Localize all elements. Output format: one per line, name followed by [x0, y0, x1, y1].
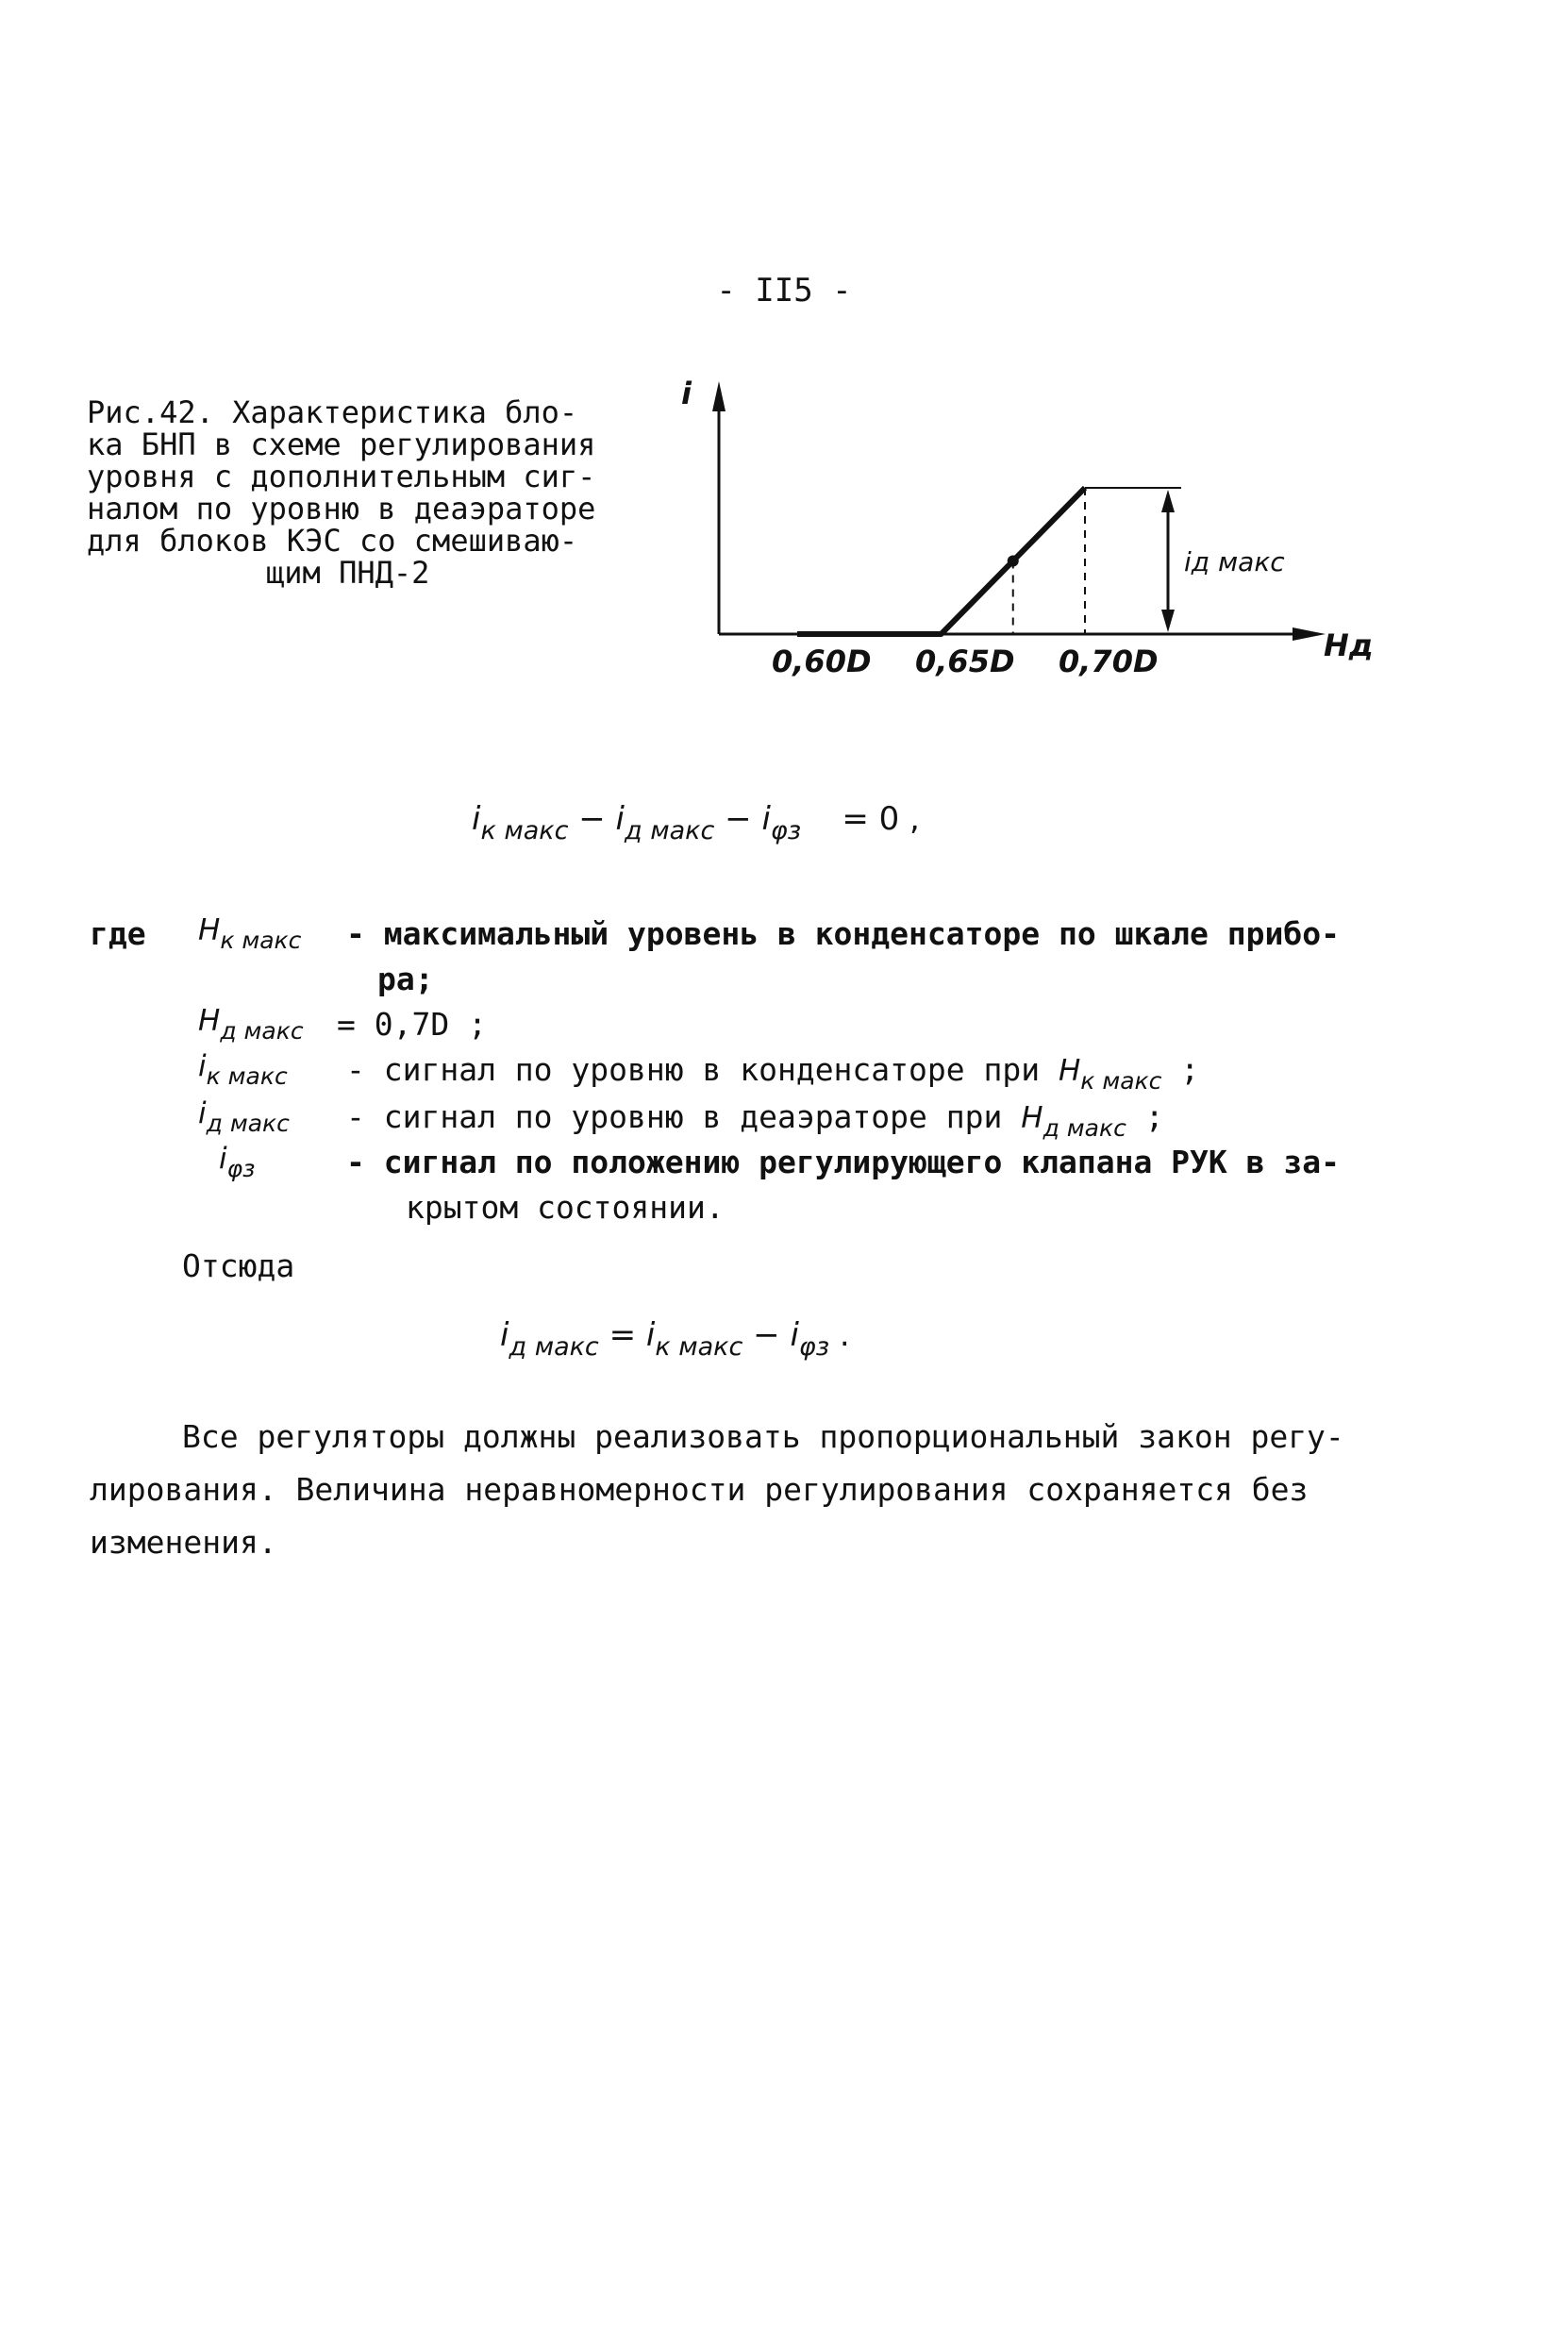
definition-ref-symbol: $H_{д макс}$ [1021, 1101, 1126, 1142]
definition-text: = 0,7D ; [337, 1006, 487, 1043]
definition-text-cont: крытом состоянии. [406, 1189, 725, 1226]
caption-line: налом по уровню в деаэраторе [87, 491, 596, 527]
definition-symbol: $i_{\varphi з}$ [219, 1142, 256, 1182]
definitions-intro: где [90, 915, 146, 952]
range-arrow-head [1161, 490, 1175, 512]
tick-label: 0,70D [1059, 644, 1159, 679]
definition-ref-symbol: $H_{к макс}$ [1058, 1054, 1162, 1095]
page-number: - II5 - [716, 272, 852, 309]
caption-line: ка БНП в схеме регулирования [87, 426, 596, 462]
eq-subscript: д макс [625, 816, 715, 845]
definition-text: - сигнал по уровню в конденсаторе при $H_{к макс}$ ; [346, 1051, 1200, 1095]
definition-text: - сигнал по уровню в деаэраторе при $H_{д макс}$ ; [346, 1098, 1164, 1142]
tick-label: 0,60D [772, 644, 872, 679]
definition-text: - максимальный уровень в конденсаторе по шкале прибо- [346, 915, 1340, 952]
x-axis-arrow [1293, 627, 1326, 641]
caption-line: Рис.42. Характеристика бло- [87, 394, 578, 430]
eq-subscript: φз [798, 1332, 830, 1362]
caption-line: уровня с дополнительным сиг- [87, 459, 596, 494]
eq-operator: − [753, 1316, 780, 1354]
definition-text-cont: ра; [377, 961, 434, 997]
equation-balance [472, 800, 920, 845]
eq-term: i [790, 1316, 799, 1354]
eq-subscript: к макс [480, 816, 569, 845]
eq-term: i [500, 1316, 509, 1354]
definition-symbol: $H_{д макс}$ [198, 1004, 304, 1045]
eq-term: i [615, 800, 625, 838]
caption-line: для блоков КЭС со смешиваю- [87, 523, 578, 559]
definition-text: - сигнал по положению регулирующего клапана РУК в за- [346, 1144, 1340, 1180]
paragraph-line: изменения. [90, 1524, 277, 1561]
paragraph-line: Все регуляторы должны реализовать пропорциональный закон регу- [182, 1418, 1344, 1455]
eq-term: i [645, 1316, 656, 1354]
eq-subscript: д макс [509, 1332, 599, 1362]
characteristic-chart [0, 0, 1568, 755]
tick-label: 0,65D [915, 644, 1015, 679]
y-axis-label: i [681, 376, 692, 411]
equation-result [500, 1316, 850, 1362]
x-axis-label: Hд [1324, 627, 1374, 663]
eq-operator: − [725, 800, 752, 838]
eq-term: i [472, 800, 481, 838]
paragraph-line: лирования. Величина неравномерности регулирования сохраняется без [90, 1471, 1309, 1508]
y-axis-arrow [712, 381, 726, 411]
eq-tail: . [839, 1316, 850, 1354]
definition-symbol: $i_{д макс}$ [198, 1096, 290, 1137]
caption-line: щим ПНД-2 [266, 555, 430, 591]
range-arrow-head [1161, 610, 1175, 632]
eq-operator: = [609, 1316, 637, 1354]
hence-label: Отсюда [182, 1247, 295, 1284]
characteristic-line [797, 488, 1085, 634]
eq-subscript: φз [770, 816, 802, 845]
eq-term: i [761, 800, 771, 838]
eq-operator: − [578, 800, 606, 838]
range-label: iд макс [1184, 546, 1285, 577]
body-paragraph [90, 1411, 1344, 1569]
eq-subscript: к макс [655, 1332, 743, 1362]
definition-symbol: $H_{к макс}$ [198, 913, 302, 954]
definition-symbol: $i_{к макс}$ [198, 1049, 288, 1090]
eq-tail: = 0 , [842, 800, 920, 838]
